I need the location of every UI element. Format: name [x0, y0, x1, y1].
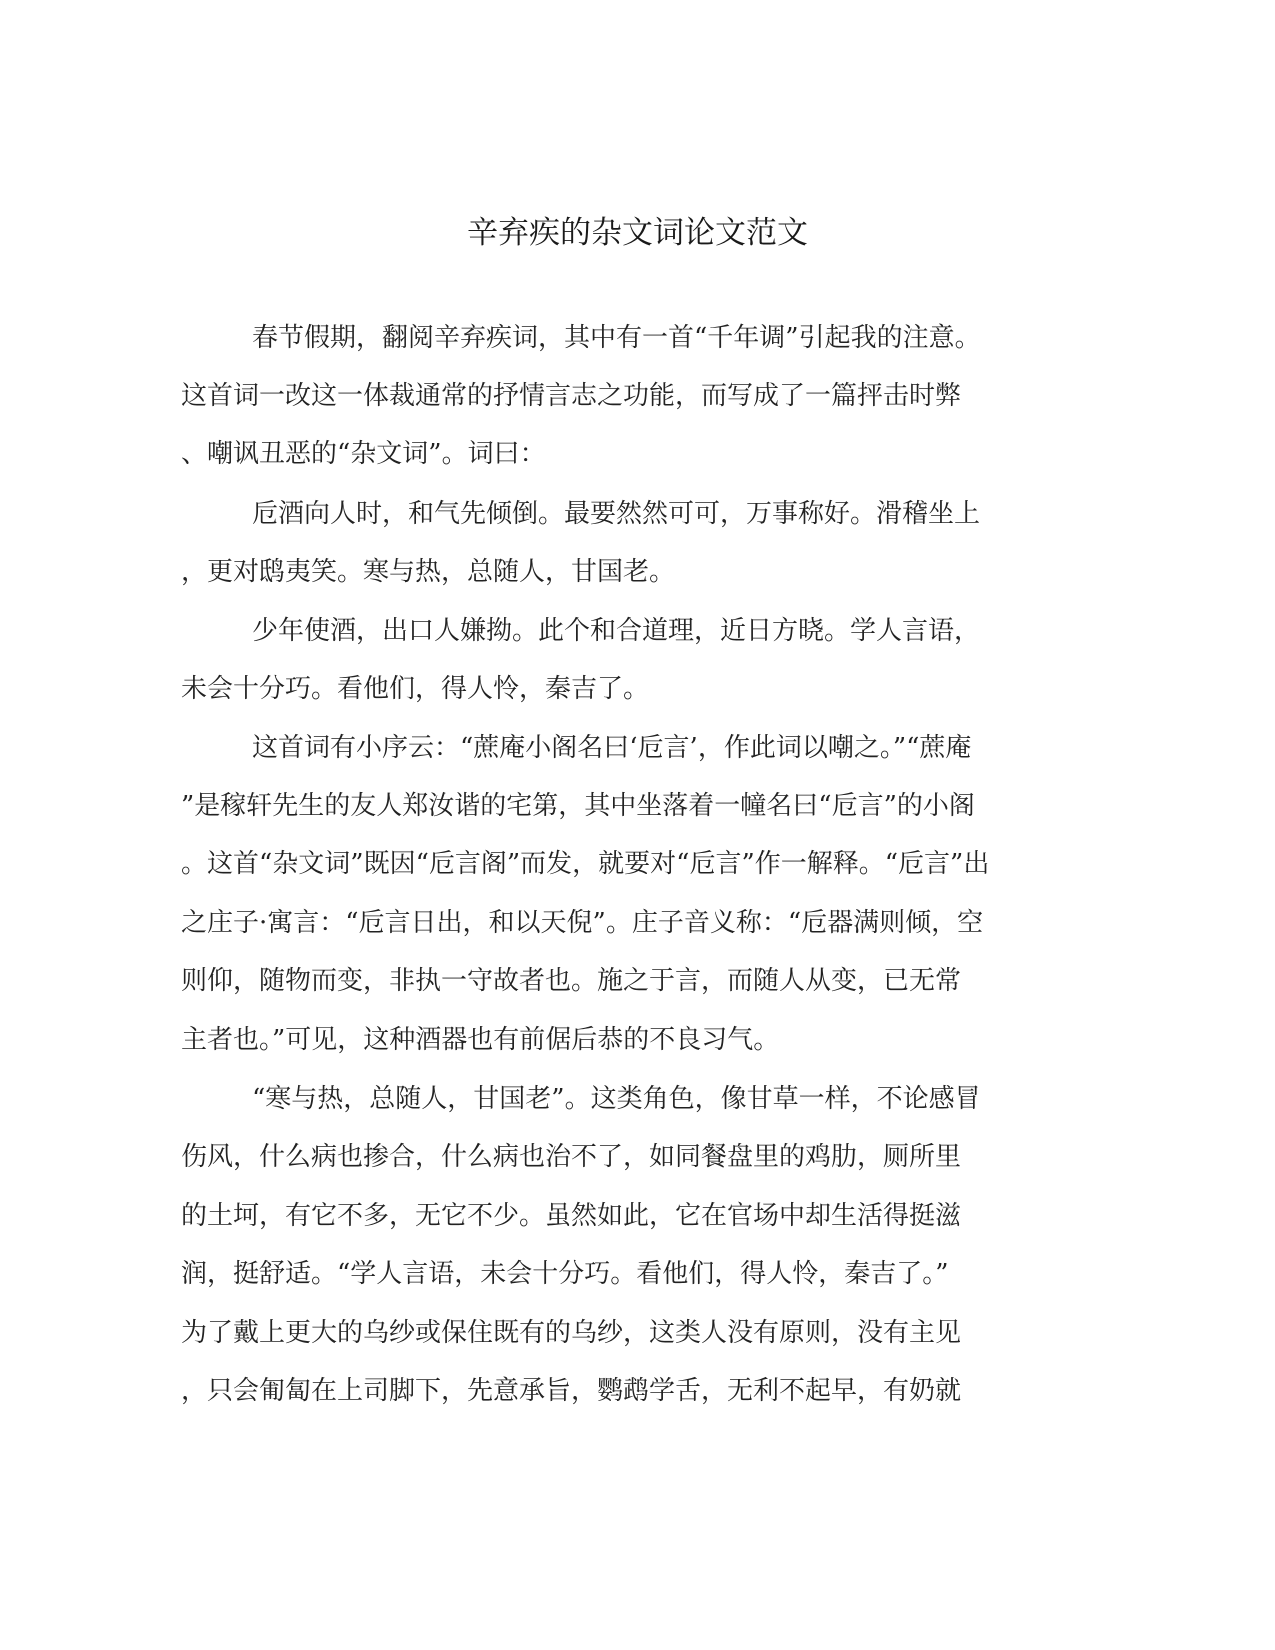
paragraph-3-line-1: “寒与热，总随人，甘国老”。这类角色，像甘草一样，不论感冒 [252, 1084, 981, 1114]
paragraph-1-line-2: 这首词一改这一体裁通常的抒情言志之功能，而写成了一篇抨击时弊 [181, 381, 962, 411]
paragraph-2-line-4: 之庄子·寓言：“卮言日出，和以天倪”。庄子音义称：“卮器满则倾，空 [181, 908, 984, 938]
document-title: 辛弃疾的杂文词论文范文 [467, 215, 808, 251]
paragraph-3-line-5: 为了戴上更大的乌纱或保住既有的乌纱，这类人没有原则，没有主见 [181, 1318, 962, 1348]
paragraph-2-line-1: 这首词有小序云：“蔗庵小阁名曰‘卮言’，作此词以嘲之。”“蔗庵 [252, 733, 972, 763]
paragraph-2-line-5: 则仰，随物而变，非执一守故者也。施之于言，而随人从变，已无常 [181, 966, 962, 996]
poem-stanza-1-line-1: 卮酒向人时，和气先倾倒。最要然然可可，万事称好。滑稽坐上 [252, 499, 981, 529]
poem-stanza-2-line-2: 未会十分巧。看他们，得人怜，秦吉了。 [181, 674, 650, 704]
poem-stanza-1-line-2: ，更对鸱夷笑。寒与热，总随人，甘国老。 [181, 557, 676, 587]
paragraph-3-line-6: ，只会匍匐在上司脚下，先意承旨，鹦鹉学舌，无利不起早，有奶就 [181, 1376, 962, 1406]
paragraph-2-line-3: 。这首“杂文词”既因“卮言阁”而发，就要对“卮言”作一解释。“卮言”出 [181, 849, 990, 879]
paragraph-3-line-4: 润，挺舒适。“学人言语，未会十分巧。看他们，得人怜，秦吉了。” [181, 1259, 949, 1289]
paragraph-3-line-3: 的土坷，有它不多，无它不少。虽然如此，它在官场中却生活得挺滋 [181, 1201, 962, 1231]
paragraph-2-line-2: ”是稼轩先生的友人郑汝谐的宅第，其中坐落着一幢名曰“卮言”的小阁 [181, 791, 975, 821]
paragraph-1-line-3: 、嘲讽丑恶的“杂文词”。词曰： [181, 439, 546, 469]
poem-stanza-2-line-1: 少年使酒，出口人嫌拗。此个和合道理，近日方晓。学人言语， [252, 616, 981, 646]
paragraph-2-line-6: 主者也。”可见，这种酒器也有前倨后恭的不良习气。 [181, 1025, 780, 1055]
paragraph-1-line-1: 春节假期，翻阅辛弃疾词，其中有一首“千年调”引起我的注意。 [252, 323, 981, 353]
paragraph-3-line-2: 伤风，什么病也掺合，什么病也治不了，如同餐盘里的鸡肋，厕所里 [181, 1142, 962, 1172]
